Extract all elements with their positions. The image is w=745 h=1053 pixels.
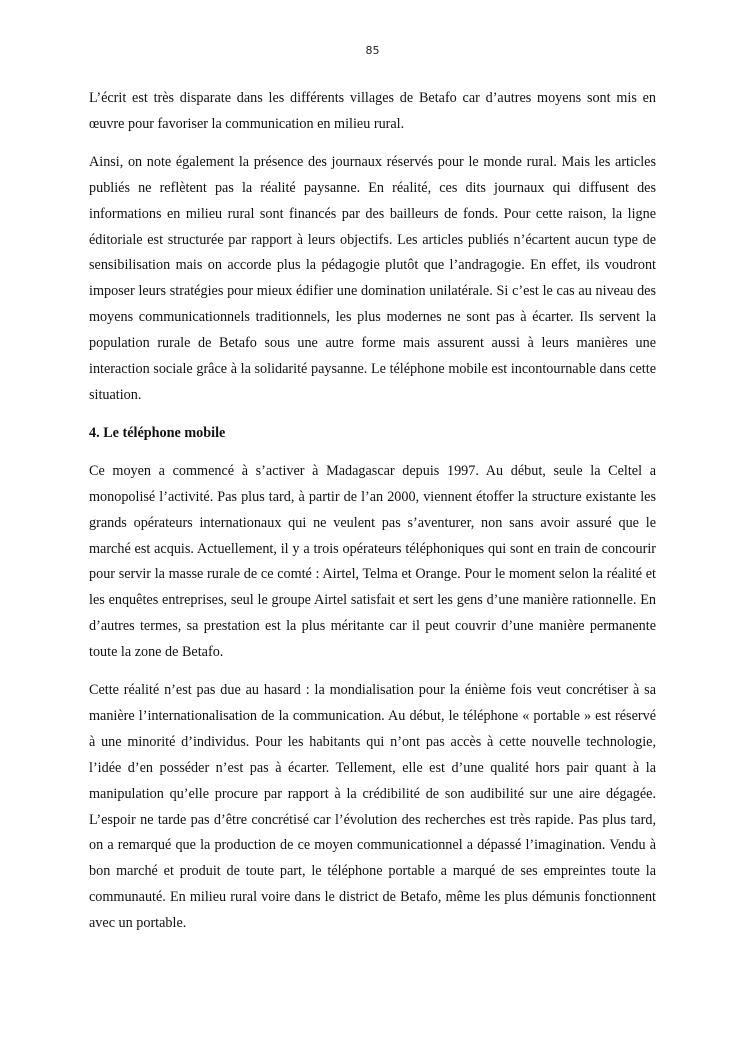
document-body: [89, 86, 656, 949]
paragraph-journaux: Ainsi, on note également la présence des journaux réservés pour le monde rural. Mais les articles publiés ne reflètent pas la réalité paysanne. En réalité, ces dits journaux qui diffusent des informations en milieu rural sont financés par des bailleurs de fonds. Pour cette raison, la ligne éditoriale est structurée par rapport à leurs objectifs. Les articles publiés n’écartent aucun type de sensibilisation mais on accorde plus la pédagogie plutôt que l’andragogie. En effet, ils voudront imposer leurs stratégies pour mieux édifier une domination unilatérale. Si c’est le cas au niveau des moyens communicationnels traditionnels, les plus modernes ne sont pas à écarter. Ils servent la population rurale de Betafo sous une autre forme mais assurent aussi à leurs manières une interaction sociale grâce à la solidarité paysanne. Le téléphone mobile est incontournable dans cette situation.: [89, 153, 656, 403]
paragraph-mondialisation: Cette réalité n’est pas due au hasard : la mondialisation pour la énième fois veut concrétiser à sa manière l’internationalisation de la communication. Au début, le téléphone « portable » est réservé à une minorité d’individus. Pour les habitants qui n’ont pas accès à cette nouvelle technologie, l’idée d’en posséder n’est pas à écarter. Tellement, elle est d’une qualité hors pair quant à la manipulation qu’elle procure par rapport à la crédibilité de son audibilité sur une aire dégagée. L’espoir ne tarde pas d’être concrétisé car l’évolution des recherches est très rapide. Pas plus tard, on a remarqué que la production de ce moyen communicationnel a dépassé l’imagination. Vendu à bon marché et produit de toute part, le téléphone portable a marqué de ses empreintes toute la communauté. En milieu rural voire dans le district de Betafo, même les plus démunis fonctionnent avec un portable.: [89, 682, 656, 932]
paragraph-historique: Ce moyen a commencé à s’activer à Madagascar depuis 1997. Au début, seule la Celtel a monopolisé l’activité. Pas plus tard, à partir de l’an 2000, viennent étoffer la structure existante les grands opérateurs internationaux qui ne veulent pas s’aventurer, non sans avoir assuré que le marché est acquis. Actuellement, il y a trois opérateurs téléphoniques qui sont en train de concourir pour servir la masse rurale de ce comté : Airtel, Telma et Orange. Pour le moment selon la réalité et les enquêtes entreprises, seul le groupe Airtel satisfait et sert les gens d’une manière rationnelle. En d’autres termes, sa prestation est la plus méritante car il peut couvrir d’une manière permanente toute la zone de Betafo.: [89, 462, 656, 661]
section-heading: 4. Le téléphone mobile: [89, 424, 226, 441]
page-number: 85: [365, 44, 380, 57]
paragraph-intro: L’écrit est très disparate dans les différents villages de Betafo car d’autres moyens sont mis en œuvre pour favoriser la communication en milieu rural.: [89, 90, 656, 132]
